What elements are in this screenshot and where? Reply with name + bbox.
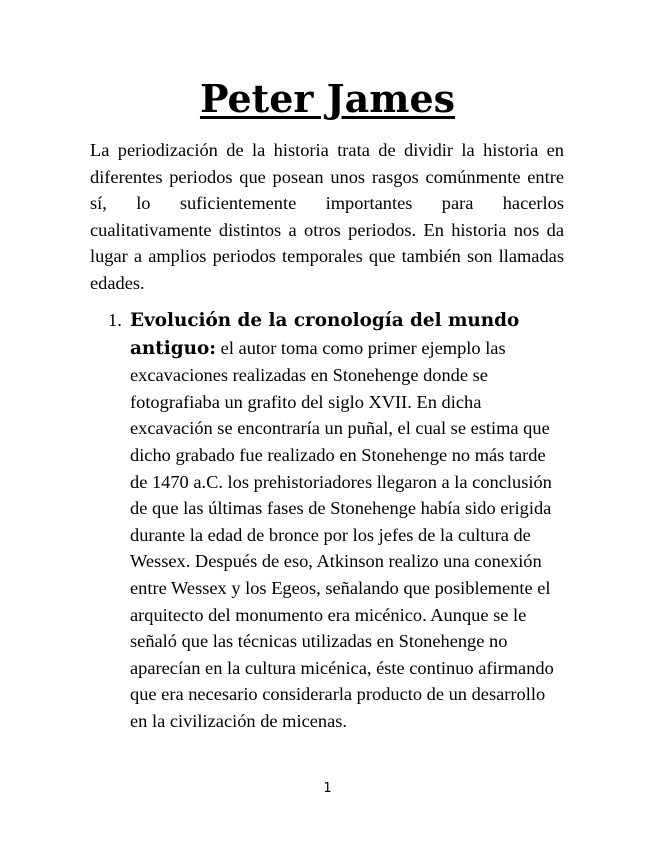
- title-text: Peter James: [199, 76, 456, 121]
- list-item-heading: Evolución de la cronología del mundo antiguo:: [130, 310, 520, 359]
- list-item-body: el autor toma como primer ejemplo las excavaciones realizadas en Stonehenge donde se fotografiaba un grafito del siglo XVII. En dicha excavación se encontraría un puñal, el cual se estima que dicho grabado fue realizado en Stonehenge no más tarde de 1470 a.C. los prehistoriadores llegaron a la conclusión de que las últimas fases de Stonehenge había sido erigida durante la edad de bronce por los jefes de la cultura de Wessex. Después de eso, Atkinson realizo una conexión entre Wessex y los Egeos, señalando que posiblemente el arquitecto del monumento era micénico. Aunque se le señaló que las técnicas utilizadas en Stonehenge no aparecían en la cultura micénica, éste continuo afirmando que era necesario considerarla producto de un desarrollo en la civilización de micenas.: [130, 337, 554, 731]
- intro-paragraph: La periodización de la historia trata de dividir la historia en diferentes periodos que posean unos rasgos comúnmente entre sí, lo suficientemente importantes para hacerlos cualitativamente distintos a otros periodos. En historia nos da lugar a amplios periodos temporales que también son llamadas edades.: [90, 140, 564, 293]
- list-item-content: [130, 307, 564, 735]
- list-item-number: 1.: [108, 310, 122, 330]
- list-item: [90, 307, 564, 735]
- page-number: 1: [323, 781, 332, 796]
- numbered-list: [90, 307, 564, 735]
- document-title: [0, 74, 655, 124]
